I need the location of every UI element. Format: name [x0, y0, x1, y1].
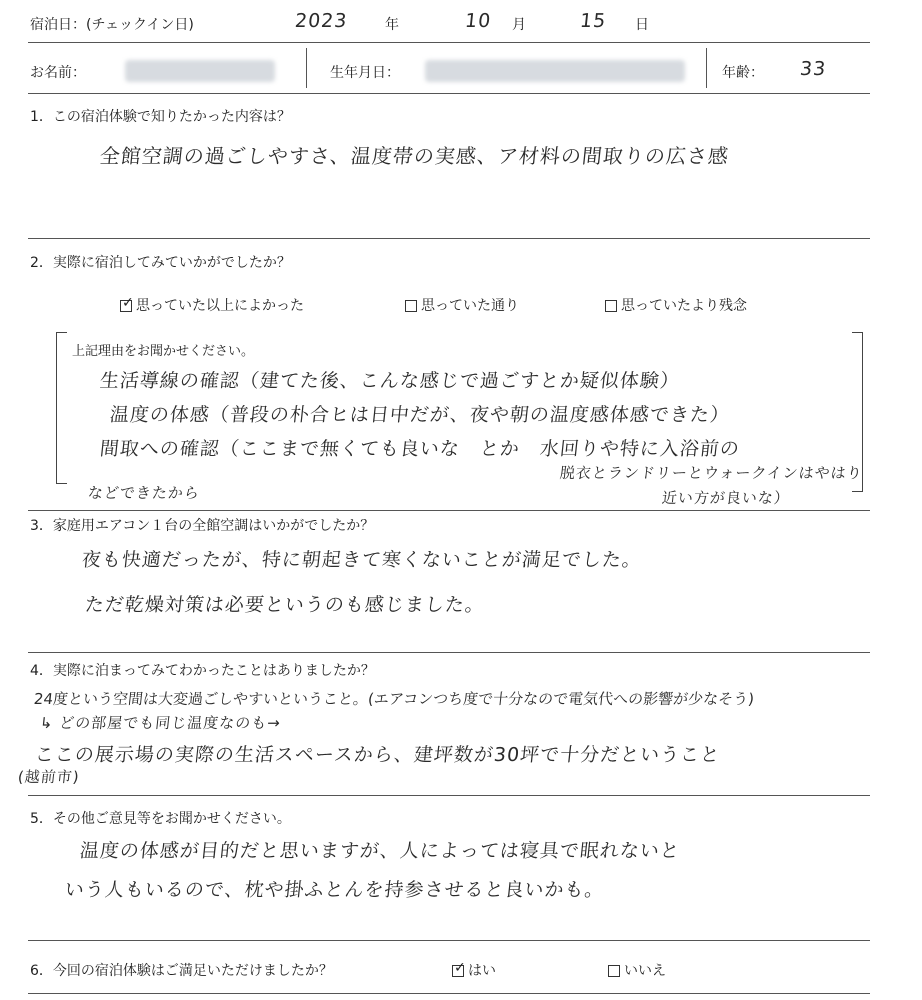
age-value: 33: [798, 58, 828, 80]
day-unit: 日: [635, 17, 649, 33]
checkbox[interactable]: [608, 965, 620, 977]
q4-answer-line-3: ここの展示場の実際の生活スペースから、建坪数が30坪で十分だということ: [33, 744, 722, 766]
reason-line-4: 脱衣とランドリーとウォークインはやはり: [559, 464, 864, 482]
option-better-than-expected[interactable]: ✓ 思っていた以上によかった: [122, 295, 304, 314]
divider: [28, 510, 870, 511]
divider: [306, 48, 307, 88]
q4-question: 4．実際に泊まってみてわかったことはありましたか？: [30, 663, 375, 679]
option-as-expected[interactable]: 思っていた通り: [405, 295, 519, 315]
checkbox-checked[interactable]: ✓: [454, 960, 466, 976]
divider: [28, 652, 870, 653]
reason-line-5: 近い方が良いな）: [661, 489, 791, 507]
checkbox[interactable]: [605, 300, 617, 312]
reason-line-6: などできたから: [87, 484, 201, 502]
year-value: 2023: [293, 10, 349, 32]
name-label: お名前：: [30, 65, 86, 81]
checkin-date-label: 宿泊日：(チェックイン日): [30, 17, 194, 33]
checkbox[interactable]: [405, 300, 417, 312]
reason-label: 上記理由をお聞かせください。: [72, 344, 255, 359]
q3-answer-line-1: 夜も快適だったが、特に朝起きて寒くないことが満足でした。: [80, 549, 644, 571]
q5-answer-line-2: いう人もいるので、枕や掛ふとんを持参させると良いかも。: [63, 879, 606, 901]
divider: [28, 42, 870, 43]
divider: [28, 940, 870, 941]
q3-question: 3．家庭用エアコン１台の全館空調はいかがでしたか？: [30, 518, 375, 534]
reason-bracket-left: [56, 332, 67, 484]
divider: [706, 48, 707, 88]
option-no[interactable]: いいえ: [608, 960, 666, 980]
checkbox-checked[interactable]: ✓: [122, 295, 134, 311]
divider: [28, 238, 870, 239]
redacted-name: [125, 60, 275, 82]
q4-answer-line-1: 24度という空間は大変過ごしやすいということ。(エアコンつち度で十分なので電気代への影響が少なそう): [33, 690, 755, 708]
q4-answer-line-2: ↳ どの部屋でも同じ温度なのも→: [39, 714, 282, 732]
q3-answer-line-2: ただ乾燥対策は必要というのも感じました。: [83, 594, 487, 616]
divider: [28, 93, 870, 94]
day-value: 15: [578, 10, 608, 32]
redacted-birthdate: [425, 60, 685, 82]
divider: [28, 993, 870, 994]
q5-answer-line-1: 温度の体感が目的だと思いますが、人によっては寝具で眠れないと: [78, 840, 682, 862]
month-value: 10: [463, 10, 493, 32]
q5-question: 5．その他ご意見等をお聞かせください。: [30, 811, 291, 827]
reason-line-3: 間取への確認（ここまで無くても良いな とか 水回りや特に入浴前の: [98, 438, 742, 460]
reason-line-2: 温度の体感（普段の朴合ヒは日中だが、夜や朝の温度感体感できた）: [108, 404, 732, 426]
reason-line-1: 生活導線の確認（建てた後、こんな感じで過ごすとか疑似体験）: [98, 370, 682, 392]
option-yes[interactable]: ✓ はい: [454, 960, 496, 979]
q1-question: 1．この宿泊体験で知りたかった内容は？: [30, 109, 291, 125]
birthdate-label: 生年月日：: [330, 65, 400, 81]
option-disappointing[interactable]: 思っていたより残念: [605, 295, 747, 315]
age-label: 年齢：: [722, 65, 764, 81]
q4-answer-line-4: (越前市): [17, 768, 81, 786]
month-unit: 月: [512, 17, 526, 33]
q6-question: 6．今回の宿泊体験はご満足いただけましたか？: [30, 963, 333, 979]
year-unit: 年: [385, 17, 399, 33]
q2-question: 2．実際に宿泊してみていかがでしたか？: [30, 255, 291, 271]
q1-answer: 全館空調の過ごしやすさ、温度帯の実感、ア材料の間取りの広さ感: [98, 144, 731, 168]
divider: [28, 795, 870, 796]
